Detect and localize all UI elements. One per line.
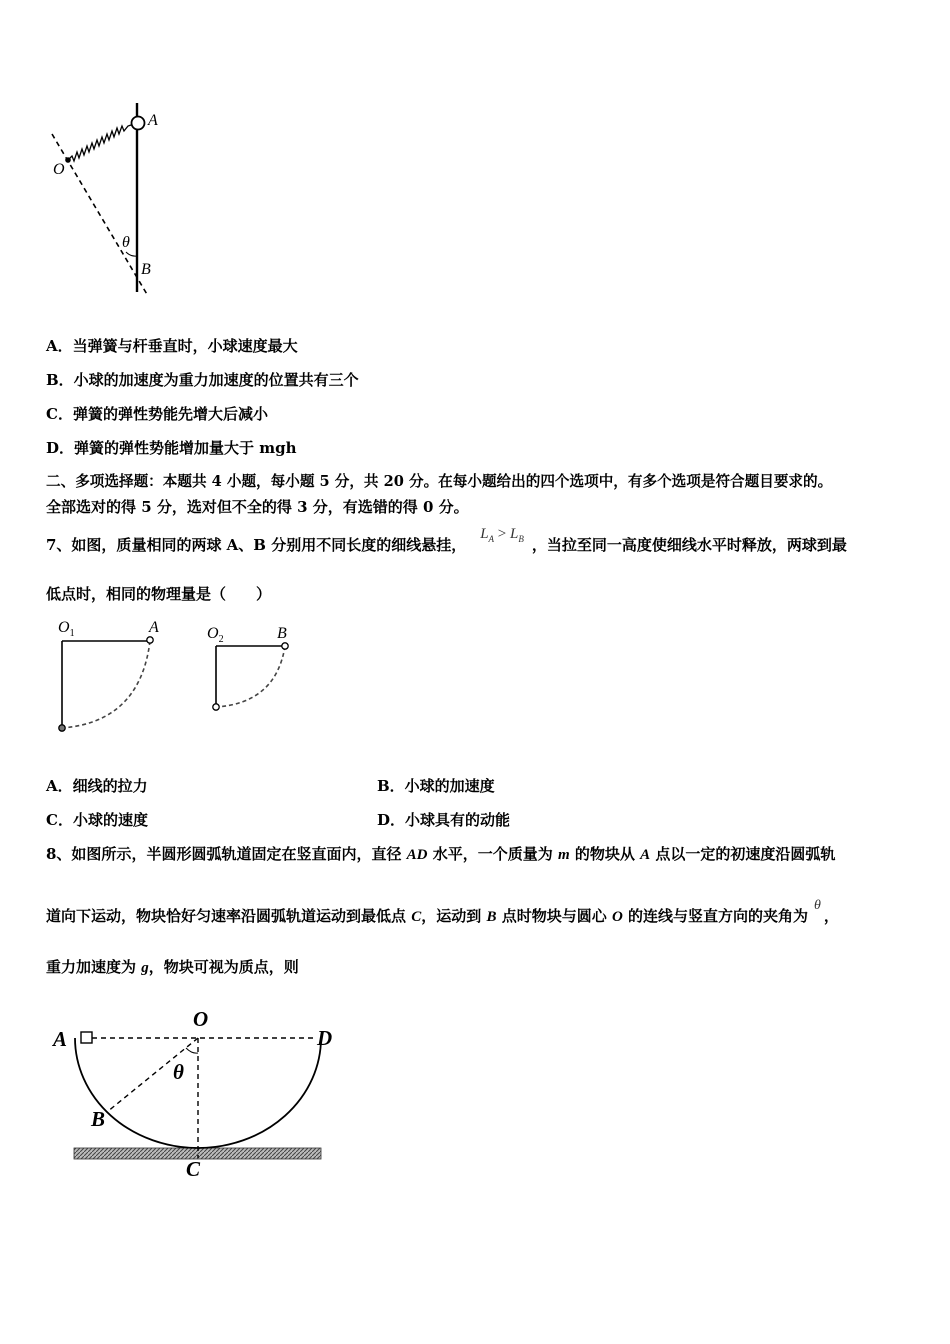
label-C-track: C <box>186 1157 201 1181</box>
q6-option-b: B．小球的加速度为重力加速度的位置共有三个 <box>46 371 359 389</box>
label-A-pendulum: A <box>149 619 159 636</box>
label-D-track: D <box>317 1026 333 1050</box>
q7-text-part2: ，当拉至同一高度使细线水平时释放，两球到最 <box>531 536 847 554</box>
q7-option-b: B．小球的加速度 <box>377 777 495 795</box>
q6-option-c: C．弹簧的弹性势能先增大后减小 <box>46 405 268 423</box>
q8-line1: 8、如图所示，半圆形圆弧轨道固定在竖直面内，直径 AD 水平，一个质量为 m 的物块从 A 点以一定的初速度沿圆弧轨 <box>46 845 836 863</box>
q7-line2: 低点时，相同的物理量是（ ） <box>46 585 272 603</box>
label-O: O <box>53 161 65 178</box>
q6-option-d: D．弹簧的弹性势能增加量大于 mgh <box>46 439 297 457</box>
q8-line2: 道向下运动，物块恰好匀速率沿圆弧轨道运动到最低点 C，运动到 B 点时物块与圆心 O 的连线与竖直方向的夹角为θ， <box>46 898 839 925</box>
q7-option-c: C．小球的速度 <box>46 811 148 829</box>
section2-line2: 全部选对的得 5 分，选对但不全的得 3 分，有选错的得 0 分。 <box>46 498 469 516</box>
label-O-center: O <box>193 1007 209 1031</box>
q7-option-a: A．细线的拉力 <box>46 777 148 795</box>
label-A: A <box>148 112 158 129</box>
q6-option-a: A．当弹簧与杆垂直时，小球速度最大 <box>46 337 298 355</box>
label-A-track: A <box>53 1027 68 1051</box>
label-B-pendulum: B <box>277 625 287 642</box>
label-B: B <box>141 261 151 278</box>
label-B-track: B <box>91 1107 106 1131</box>
label-theta-track: θ <box>173 1060 184 1084</box>
q7-formula: $L_A > L_B$ <box>480 526 524 544</box>
q7-option-d: D．小球具有的动能 <box>377 811 511 829</box>
section2-line1: 二、多项选择题：本题共 4 小题，每小题 5 分，共 20 分。在每小题给出的四个选项中，有多个选项是符合题目要求的。 <box>46 473 833 490</box>
q8-line3: 重力加速度为 g，物块可视为质点，则 <box>46 958 299 976</box>
label-theta: θ <box>122 234 130 251</box>
label-O2: $O_2$ <box>207 625 224 646</box>
q8-theta-symbol: θ <box>814 898 821 913</box>
q7-text-part1: 7、如图，质量相同的两球 A、B 分别用不同长度的细线悬挂， <box>46 536 467 554</box>
label-O1: $O_1$ <box>58 619 75 640</box>
